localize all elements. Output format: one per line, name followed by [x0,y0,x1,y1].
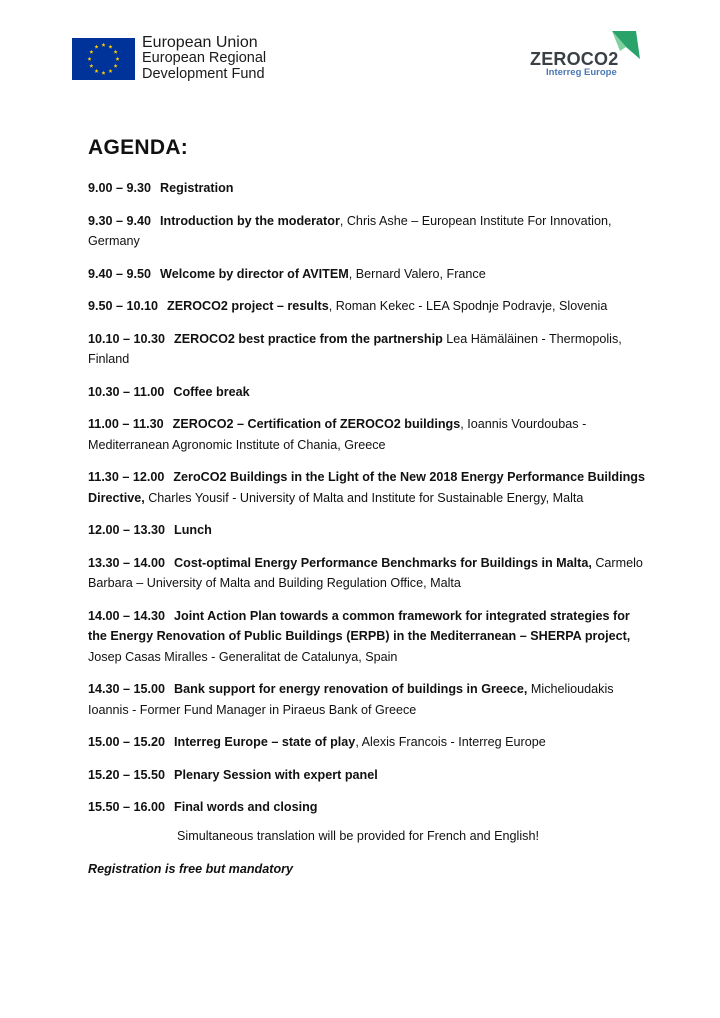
agenda-speaker: Charles Yousif - University of Malta and Institute for Sustainable Energy, Malta [144,490,584,505]
agenda-speaker: , Chris Ashe – European Institute For Innovation, Germany [88,213,612,248]
agenda-time: 10.10 – 10.30 [88,331,166,346]
agenda-session-title: Registration [160,181,234,195]
interreg-label: Interreg Europe [546,67,617,78]
agenda-speaker: Michelioudakis Ioannis - Former Fund Manager in Piraeus Bank of Greece [88,682,614,717]
agenda-session-title: Joint Action Plan towards a common framework for integrated strategies for the Energy Renovation of Public Buildings (ERPB) in the Mediterranean – SHERPA project, [88,608,631,643]
agenda-session-title: ZEROCO2 best practice from the partnership [174,331,443,346]
agenda-title: AGENDA: [88,136,189,159]
agenda-time: 13.30 – 14.00 [88,555,166,570]
registration-note: Registration is free but mandatory [88,862,294,876]
agenda-time: 9.40 – 9.50 [88,266,152,281]
translation-note [0,829,720,843]
agenda-item [88,264,648,285]
agenda-speaker: , Roman Kekec - LEA Spodnje Podravje, Slovenia [328,299,608,313]
agenda-time: 14.30 – 15.00 [88,682,166,696]
agenda-item [88,211,648,252]
agenda-time: 14.00 – 14.30 [88,608,166,623]
agenda-item [88,329,648,370]
agenda-item [88,606,648,668]
eu-line-3: Development Fund [142,65,265,82]
agenda-session-title: ZEROCO2 project – results [167,299,329,313]
agenda-session-title: Introduction by the moderator [160,213,340,228]
agenda-time: 12.00 – 13.30 [88,523,166,537]
agenda-session-title: Plenary Session with expert panel [174,767,378,782]
agenda-speaker: Josep Casas Miralles - Generalitat de Catalunya, Spain [88,649,398,664]
agenda-time: 10.30 – 11.00 [88,384,165,399]
agenda-session-title: ZEROCO2 – Certification of ZEROCO2 buildings [172,417,461,431]
agenda-time: 9.50 – 10.10 [88,299,159,313]
agenda-speaker: , Alexis Francois - Interreg Europe [355,735,546,749]
agenda-time: 9.00 – 9.30 [88,181,152,195]
eu-line-2: European Regional [142,50,267,66]
agenda-speaker: Lea Hämäläinen - Thermopolis, Finland [88,331,622,366]
agenda-session-title: ZeroCO2 Buildings in the Light of the New 2018 Energy Performance Buildings Directive, [88,470,645,505]
agenda-item [88,382,648,403]
agenda-time: 15.00 – 15.20 [88,735,166,749]
agenda-list [88,178,648,830]
agenda-speaker: , Bernard Valero, France [348,266,486,281]
agenda-item [88,296,648,317]
agenda-session-title: Coffee break [173,384,250,399]
agenda-item [88,553,648,594]
eu-flag-icon [72,38,135,80]
agenda-item [88,178,648,199]
page-header [0,0,720,100]
agenda-session-title: Lunch [174,523,212,537]
agenda-speaker: Carmelo Barbara – University of Malta and Building Regulation Office, Malta [88,555,643,590]
agenda-time: 15.50 – 16.00 [88,800,166,814]
agenda-time: 15.20 – 15.50 [88,767,166,782]
agenda-item [88,414,648,455]
zeroco2-name: ZEROCO2 [530,49,619,69]
agenda-time: 9.30 – 9.40 [88,213,152,228]
agenda-item [88,679,648,720]
agenda-session-title: Final words and closing [174,800,318,814]
agenda-item [88,520,648,541]
agenda-time: 11.00 – 11.30 [88,417,164,431]
agenda-session-title: Interreg Europe – state of play [174,735,356,749]
agenda-speaker: , Ioannis Vourdoubas - Mediterranean Agronomic Institute of Chania, Greece [88,417,587,452]
agenda-session-title: Cost-optimal Energy Performance Benchmarks for Buildings in Malta, [174,555,592,570]
eu-fund-label [142,34,266,82]
agenda-item [88,732,648,753]
agenda-item [88,765,648,786]
translation-text: Simultaneous translation will be provided for French and English! [177,829,539,843]
eu-line-1: European Union [142,34,258,51]
agenda-session-title: Bank support for energy renovation of buildings in Greece, [174,682,528,696]
agenda-item [88,797,648,818]
agenda-time: 11.30 – 12.00 [88,470,165,484]
agenda-item [88,467,648,508]
agenda-session-title: Welcome by director of AVITEM [160,266,349,281]
